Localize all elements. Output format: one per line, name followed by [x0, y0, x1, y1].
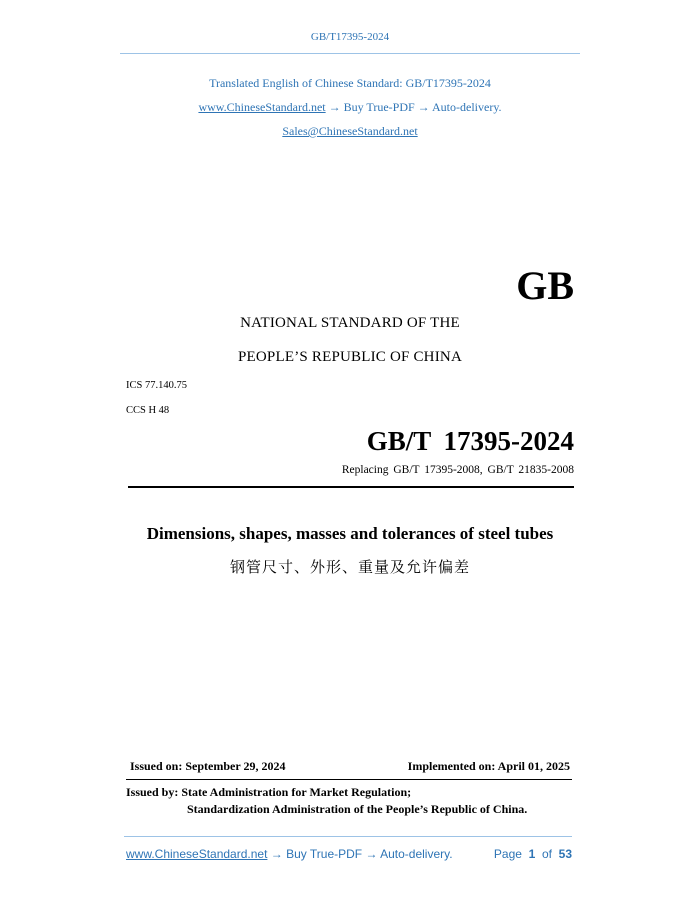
replacing-note: Replacing GB/T 17395-2008, GB/T 21835-2008 [341, 464, 574, 476]
buy-text: → Buy True-PDF → Auto-delivery. [325, 100, 502, 114]
issued-by-line2: Standardization Administration of the People’s Republic of China. [187, 802, 528, 816]
translation-links [0, 100, 700, 115]
email-line [0, 124, 700, 139]
issue-divider [126, 779, 572, 780]
header-code: GB/T17395-2024 [310, 31, 390, 43]
footer-divider [124, 836, 572, 837]
email-link[interactable]: Sales@ChineseStandard.net [282, 124, 418, 138]
chinese-title: 钢管尺寸、外形、重量及允许偏差 [229, 558, 470, 576]
footer-buy-text: → Buy True-PDF → Auto-delivery. [267, 847, 453, 861]
page-current: 1 [528, 847, 536, 861]
standard-number: GB/T 17395-2024 [366, 426, 574, 456]
translation-notice: Translated English of Chinese Standard: GB/T17395-2024 [209, 76, 491, 90]
site-link[interactable]: www.ChineseStandard.net [198, 100, 326, 114]
national-standard-line2: PEOPLE’S REPUBLIC OF CHINA [238, 349, 462, 365]
gb-logo-text: GB [516, 263, 574, 308]
national-standard-line1: NATIONAL STANDARD OF THE [240, 315, 460, 331]
footer-links [126, 847, 453, 861]
implemented-on: Implemented on: April 01, 2025 [407, 759, 570, 773]
header-divider [120, 53, 580, 54]
page-label: Page [493, 847, 522, 861]
ics-code: ICS 77.140.75 [126, 380, 187, 391]
ccs-code: CCS H 48 [126, 405, 170, 416]
footer-site-link[interactable]: www.ChineseStandard.net [126, 847, 268, 861]
english-title: Dimensions, shapes, masses and tolerances of steel tubes [146, 524, 554, 543]
issued-by-line1: Issued by: State Administration for Market Regulation; [126, 785, 412, 799]
page-of: of [541, 847, 552, 861]
page-total: 53 [558, 847, 572, 861]
issued-on: Issued on: September 29, 2024 [130, 759, 286, 773]
title-divider [128, 486, 574, 488]
page-number [494, 847, 572, 861]
